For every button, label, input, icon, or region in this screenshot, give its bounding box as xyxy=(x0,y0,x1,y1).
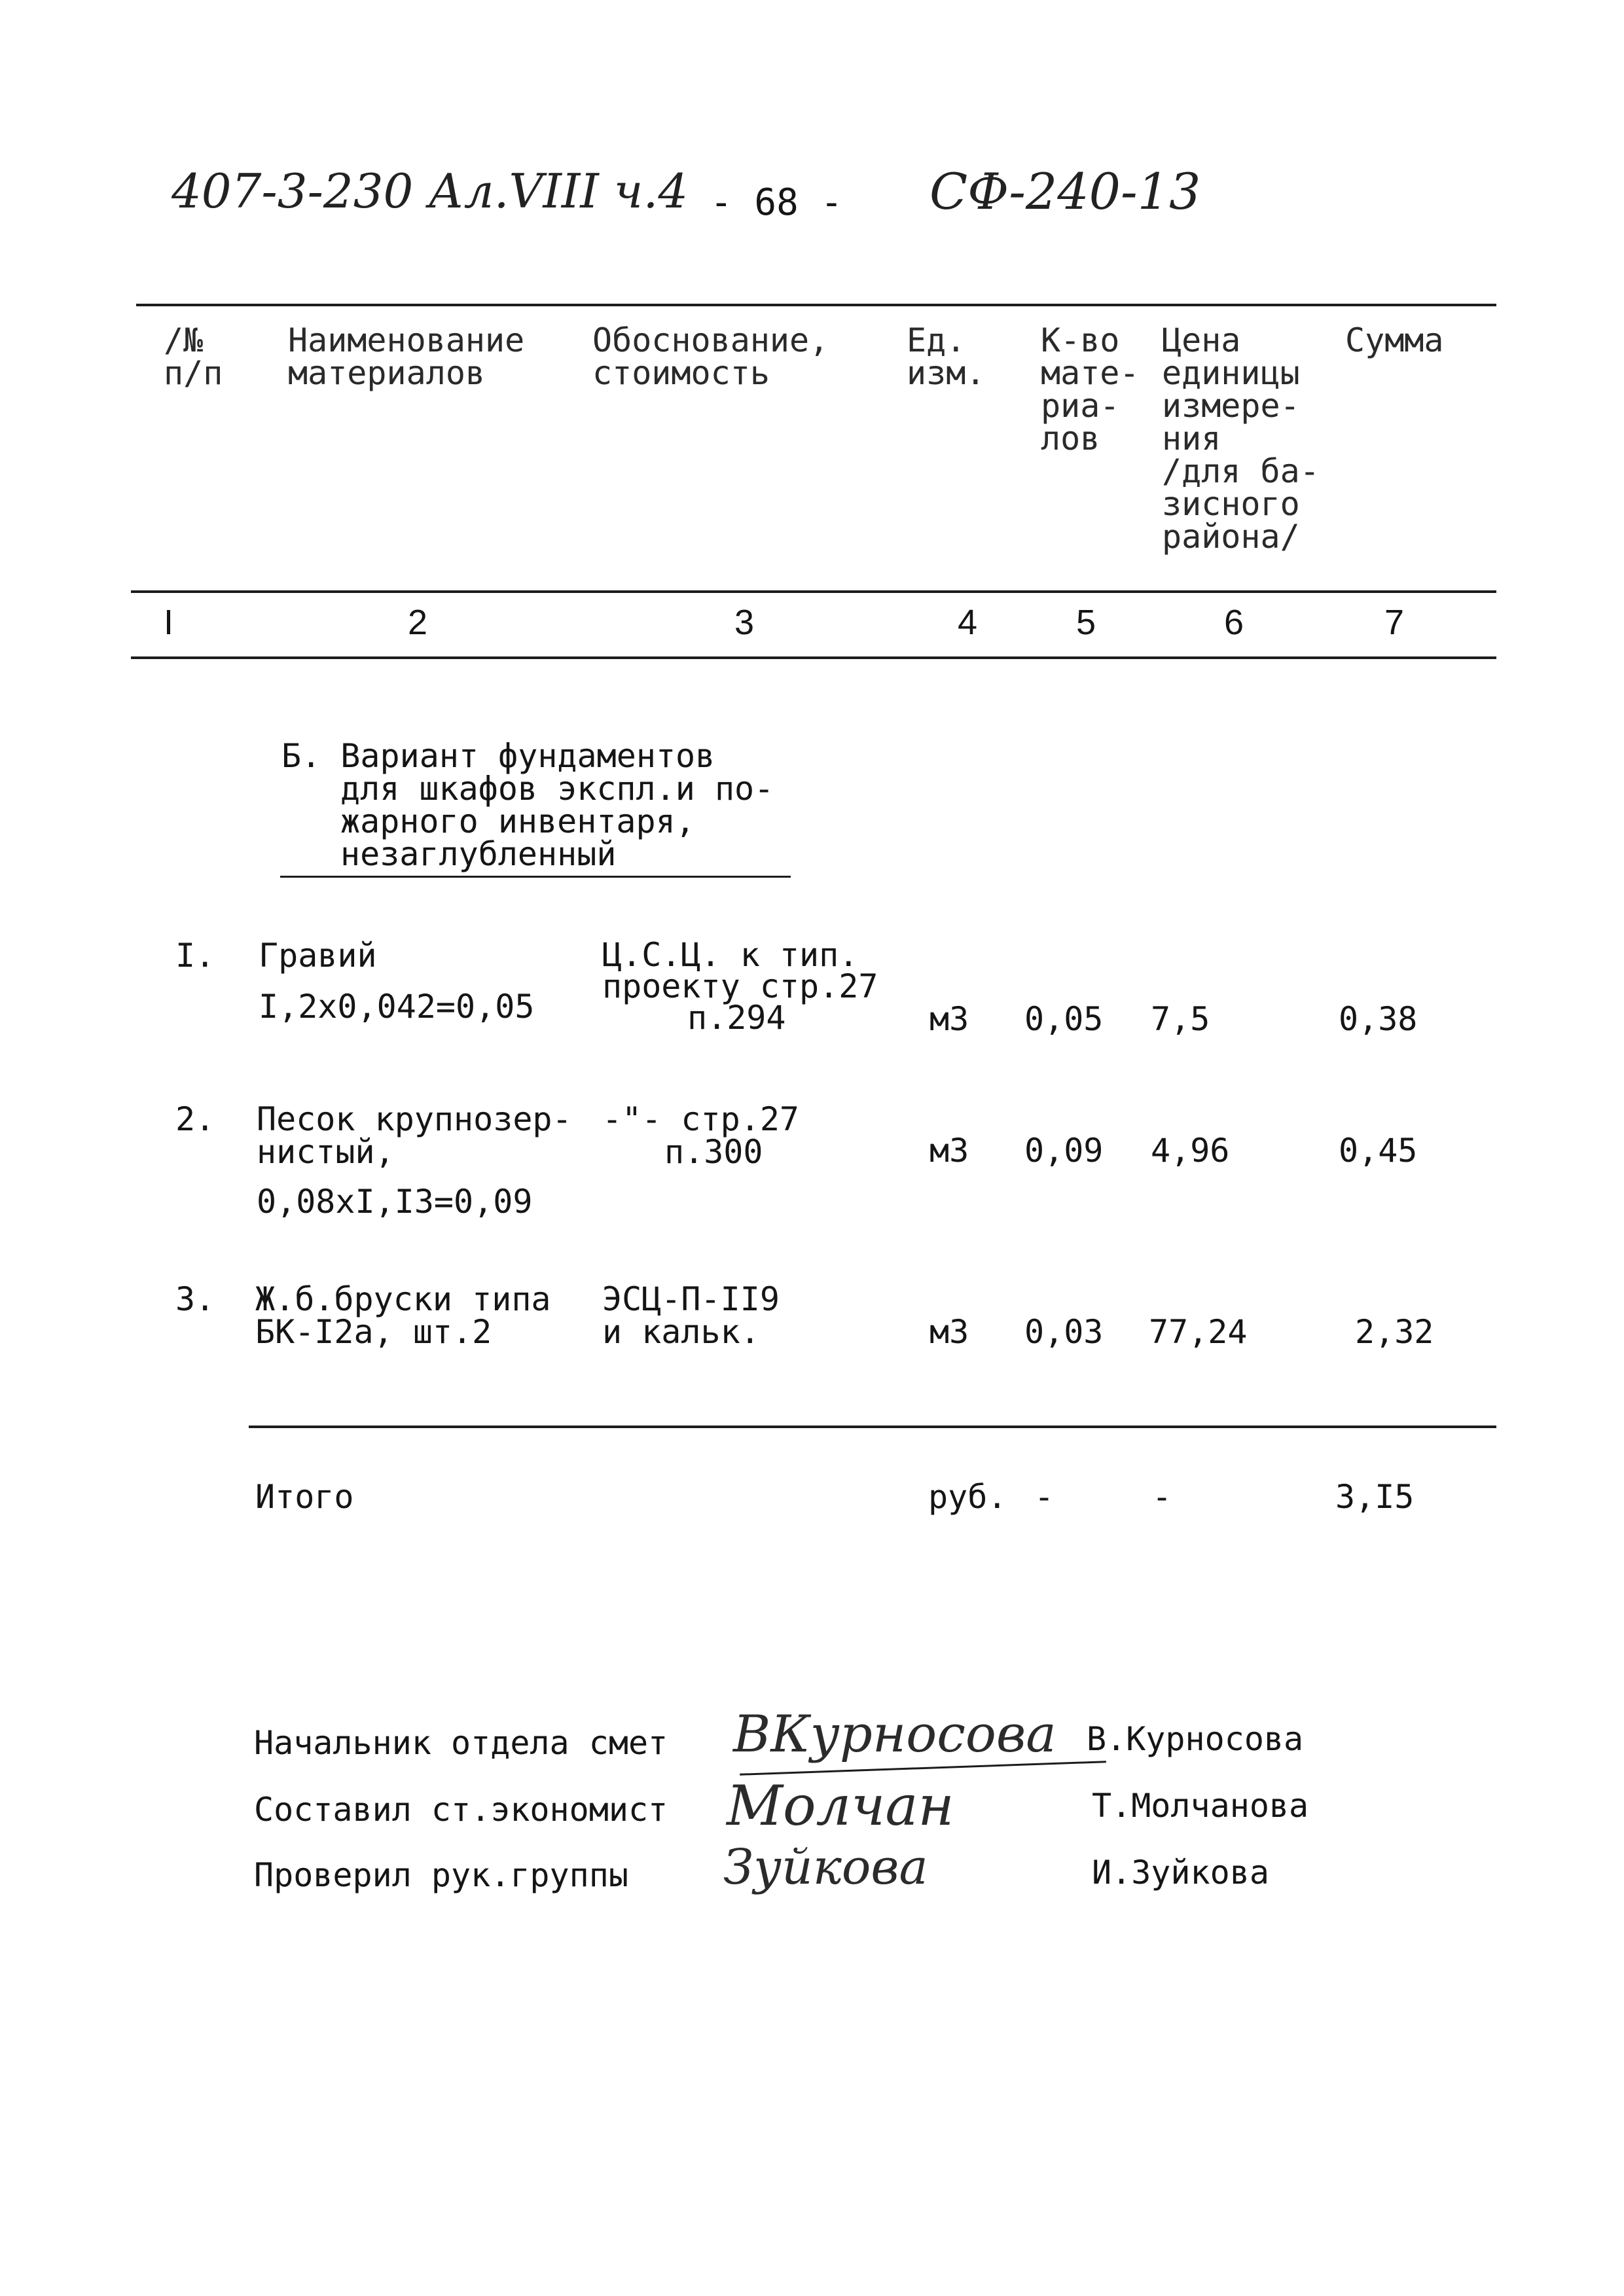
section-title: Б. Вариант фундаментов для шкафов экспл.и по- жарного инвентаря, незаглубленный xyxy=(281,737,774,873)
signature-name-3: И.Зуйкова xyxy=(1092,1854,1269,1892)
header-col-unit: Ед. изм. xyxy=(907,321,986,392)
signature-1: ВКурносова xyxy=(733,1705,1056,1764)
total-unit: руб. xyxy=(928,1478,1007,1516)
row3-qty: 0,03 xyxy=(1024,1313,1104,1351)
colnum-bottom-rule xyxy=(131,656,1496,659)
row3-name: Ж.б.бруски типа БК-I2а, шт.2 xyxy=(255,1280,551,1351)
table-top-rule xyxy=(136,304,1496,306)
row2-sum: 0,45 xyxy=(1339,1132,1418,1170)
row1-number: I. xyxy=(175,937,215,975)
page-number: - 68 - xyxy=(710,181,843,224)
row3-sum: 2,32 xyxy=(1355,1313,1434,1351)
total-qty: - xyxy=(1034,1478,1055,1516)
col-number-4: 4 xyxy=(958,603,978,642)
row2-qty: 0,09 xyxy=(1024,1132,1104,1170)
header-col-basis: Обоснование, стоимость xyxy=(592,321,829,392)
col-number-2: 2 xyxy=(408,603,428,642)
row2-name: Песок крупнозер- нистый, 0,08xI,I3=0,09 xyxy=(257,1100,572,1221)
total-label: Итого xyxy=(255,1478,354,1516)
document-code: 407-3-230 Ал.VIII ч.4 xyxy=(171,164,689,219)
col-number-5: 5 xyxy=(1076,603,1096,642)
col-number-1: I xyxy=(164,603,174,642)
row2-basis: -"- стр.27 п.300 xyxy=(602,1100,800,1171)
col-number-3: 3 xyxy=(734,603,755,642)
col-number-7: 7 xyxy=(1384,603,1405,642)
row2-unit: м3 xyxy=(929,1132,969,1170)
header-col-name: Наименование материалов xyxy=(288,321,525,392)
header-bottom-rule xyxy=(131,590,1496,593)
header-col-number: /№ п/п xyxy=(164,321,223,392)
signature-2: Молчан xyxy=(727,1774,954,1838)
signature-role-2: Составил ст.экономист xyxy=(254,1791,668,1829)
signature-role-1: Начальник отдела смет xyxy=(254,1724,668,1762)
row3-price: 77,24 xyxy=(1149,1313,1248,1351)
total-price: - xyxy=(1152,1478,1172,1516)
row1-sum: 0,38 xyxy=(1339,1000,1418,1038)
header-col-qty: К-во мате- риа- лов xyxy=(1041,321,1140,457)
row2-price: 4,96 xyxy=(1151,1132,1230,1170)
col-number-6: 6 xyxy=(1224,603,1244,642)
row1-price: 7,5 xyxy=(1151,1000,1210,1038)
sheet-code: СФ-240-13 xyxy=(929,162,1201,221)
signature-name-2: Т.Молчанова xyxy=(1092,1787,1309,1825)
row1-qty: 0,05 xyxy=(1024,1000,1104,1038)
row3-unit: м3 xyxy=(929,1313,969,1351)
row1-unit: м3 xyxy=(929,1000,969,1038)
row3-number: 3. xyxy=(175,1280,215,1318)
signature-name-1: В.Курносова xyxy=(1087,1720,1304,1758)
section-title-underline xyxy=(280,876,791,878)
signature-role-3: Проверил рук.группы xyxy=(254,1856,628,1894)
total-rule xyxy=(249,1426,1496,1428)
total-sum: 3,I5 xyxy=(1335,1478,1415,1516)
row2-number: 2. xyxy=(175,1100,215,1138)
row3-basis: ЭСЦ-П-II9 и кальк. xyxy=(602,1280,780,1351)
signature-3: Зуйкова xyxy=(723,1839,928,1895)
header-col-price: Цена единицы измере- ния /для ба- зисного района/ xyxy=(1162,321,1320,556)
row1-basis: Ц.С.Ц. к тип. проекту стр.27 п.294 xyxy=(602,936,878,1037)
header-col-sum: Сумма xyxy=(1345,321,1444,359)
row1-name: Гравий I,2x0,042=0,05 xyxy=(259,937,535,1026)
